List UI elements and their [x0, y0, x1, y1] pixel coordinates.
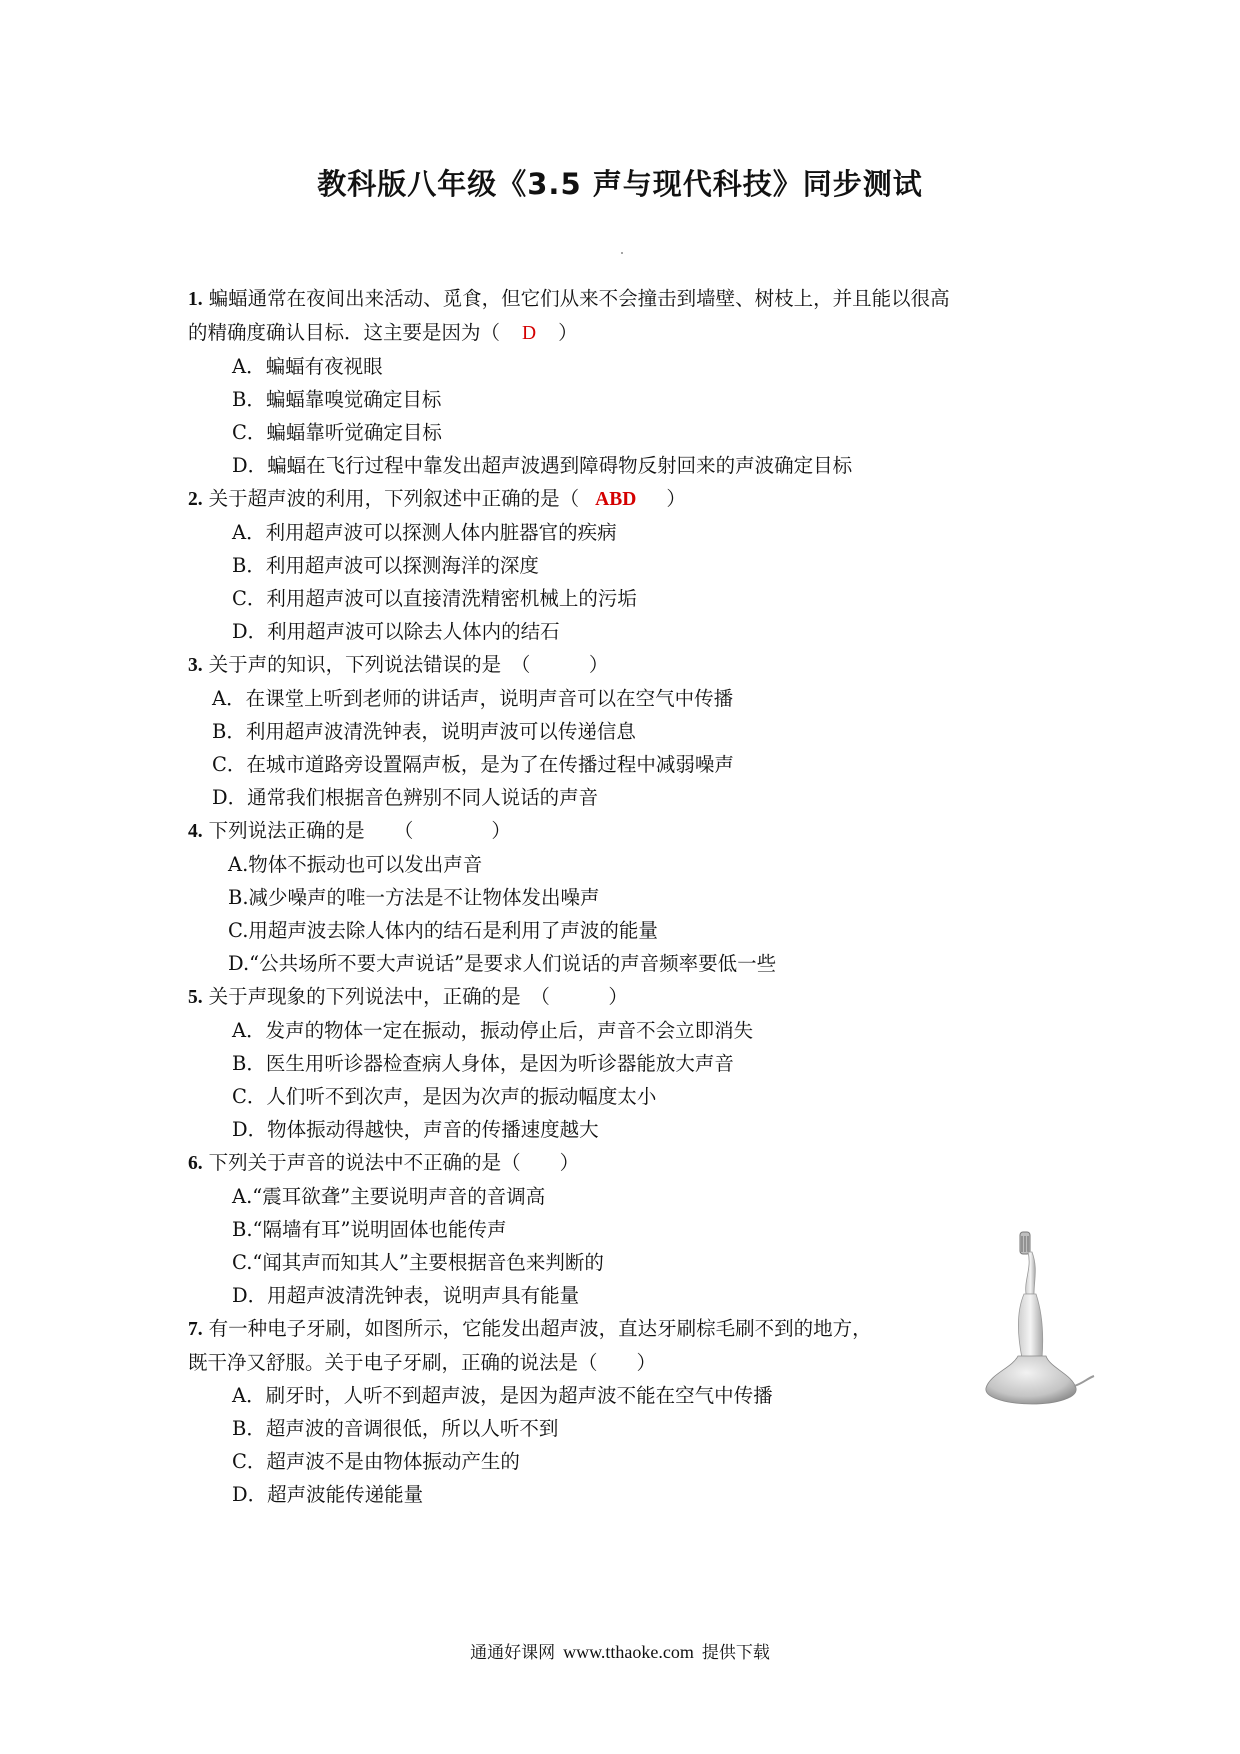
- option-b: B．利用超声波清洗钟表，说明声波可以传递信息: [212, 720, 636, 743]
- question-6-stem: [188, 1146, 1068, 1180]
- question-6: [188, 1146, 1068, 1312]
- option-c: C．人们听不到次声，是因为次声的振动幅度太小: [232, 1085, 657, 1108]
- option-d: D.“公共场所不要大声说话”是要求人们说话的声音频率要低一些: [228, 952, 777, 975]
- question-number: 5.: [188, 987, 203, 1008]
- question-number: 6.: [188, 1153, 203, 1174]
- option-d: D．通常我们根据音色辨别不同人说话的声音: [212, 786, 599, 809]
- footer-site-name: 通通好课网: [470, 1643, 556, 1663]
- option-a: A.物体不振动也可以发出声音: [228, 853, 483, 876]
- option-a: A．刷牙时，人听不到超声波，是因为超声波不能在空气中传播: [232, 1384, 773, 1407]
- bracket-close: ）: [558, 321, 578, 344]
- option-c: C.用超声波去除人体内的结石是利用了声波的能量: [228, 919, 658, 942]
- option-d: D．超声波能传递能量: [232, 1483, 424, 1506]
- option-b: B．超声波的音调很低，所以人听不到: [232, 1417, 559, 1440]
- question-number: 1.: [188, 289, 203, 310]
- question-number: 7.: [188, 1319, 203, 1340]
- option-b: B．蝙蝠靠嗅觉确定目标: [232, 388, 442, 411]
- option-c: C．在城市道路旁设置隔声板，是为了在传播过程中减弱噪声: [212, 753, 734, 776]
- footer-download-text: 提供下载: [701, 1643, 770, 1663]
- question-text: 有一种电子牙刷，如图所示，它能发出超声波，直达牙刷棕毛刷不到的地方，: [208, 1317, 872, 1340]
- question-list: [188, 282, 1068, 1511]
- option-d: D．利用超声波可以除去人体内的结石: [232, 620, 560, 643]
- question-7-line-2: 既干净又舒服。关于电子牙刷，正确的说法是（ ）: [188, 1351, 657, 1374]
- question-7-line-1: [188, 1312, 1068, 1346]
- option-b: B．医生用听诊器检查病人身体，是因为听诊器能放大声音: [232, 1052, 734, 1075]
- question-text: 关于声的知识，下列说法错误的是 （ ）: [208, 653, 609, 676]
- option-d: D．用超声波清洗钟表，说明声具有能量: [232, 1284, 580, 1307]
- option-c: C．超声波不是由物体振动产生的: [232, 1450, 520, 1473]
- question-text: 关于声现象的下列说法中，正确的是 （ ）: [208, 985, 628, 1008]
- question-text: 关于超声波的利用，下列叙述中正确的是（: [208, 487, 580, 510]
- question-text: 的精确度确认目标．这主要是因为（: [188, 321, 501, 344]
- question-2: [188, 482, 1068, 648]
- option-a: A．发声的物体一定在振动，振动停止后，声音不会立即消失: [232, 1019, 754, 1042]
- bracket-close: ）: [666, 487, 686, 510]
- question-1-line-1: [188, 282, 1068, 316]
- question-3: [188, 648, 1068, 814]
- question-2-stem: [188, 482, 1068, 516]
- answer-mark: ABD: [595, 489, 637, 510]
- question-1-line-2: [188, 316, 1068, 350]
- question-text: 下列关于声音的说法中不正确的是（ ）: [208, 1151, 580, 1174]
- question-text: 下列说法正确的是 （ ）: [208, 819, 511, 842]
- option-c: C．蝙蝠靠听觉确定目标: [232, 421, 442, 444]
- option-a: A．在课堂上听到老师的讲话声，说明声音可以在空气中传播: [212, 687, 734, 710]
- electric-toothbrush-image: [968, 1228, 1098, 1408]
- option-d: D．蝙蝠在飞行过程中靠发出超声波遇到障碍物反射回来的声波确定目标: [232, 454, 853, 477]
- option-c: C.“闻其声而知其人”主要根据音色来判断的: [232, 1251, 604, 1274]
- option-a: A．利用超声波可以探测人体内脏器官的疾病: [232, 521, 617, 544]
- question-text: 蝙蝠通常在夜间出来活动、觅食，但它们从来不会撞击到墙壁、树枝上，并且能以很高: [208, 287, 950, 310]
- question-4-stem: [188, 814, 1068, 848]
- question-5: [188, 980, 1068, 1146]
- option-b: B.减少噪声的唯一方法是不让物体发出噪声: [228, 886, 600, 909]
- answer-mark: D: [522, 323, 537, 344]
- option-a: A．蝙蝠有夜视眼: [232, 355, 383, 378]
- question-5-stem: [188, 980, 1068, 1014]
- footer-url: www.tthaoke.com: [563, 1642, 694, 1662]
- stray-dot: [621, 252, 623, 254]
- question-number: 2.: [188, 489, 203, 510]
- page-footer: [0, 1638, 1240, 1663]
- option-b: B.“隔墙有耳”说明固体也能传声: [232, 1218, 507, 1241]
- question-4: [188, 814, 1068, 980]
- question-1: [188, 282, 1068, 482]
- option-a: A.“震耳欲聋”主要说明声音的音调高: [232, 1185, 546, 1208]
- option-c: C．利用超声波可以直接清洗精密机械上的污垢: [232, 587, 637, 610]
- question-number: 4.: [188, 821, 203, 842]
- question-7: [188, 1312, 1068, 1511]
- question-number: 3.: [188, 655, 203, 676]
- option-b: B．利用超声波可以探测海洋的深度: [232, 554, 539, 577]
- question-3-stem: [188, 648, 1068, 682]
- option-d: D．物体振动得越快，声音的传播速度越大: [232, 1118, 599, 1141]
- page-title: 教科版八年级《3.5 声与现代科技》同步测试: [317, 167, 923, 201]
